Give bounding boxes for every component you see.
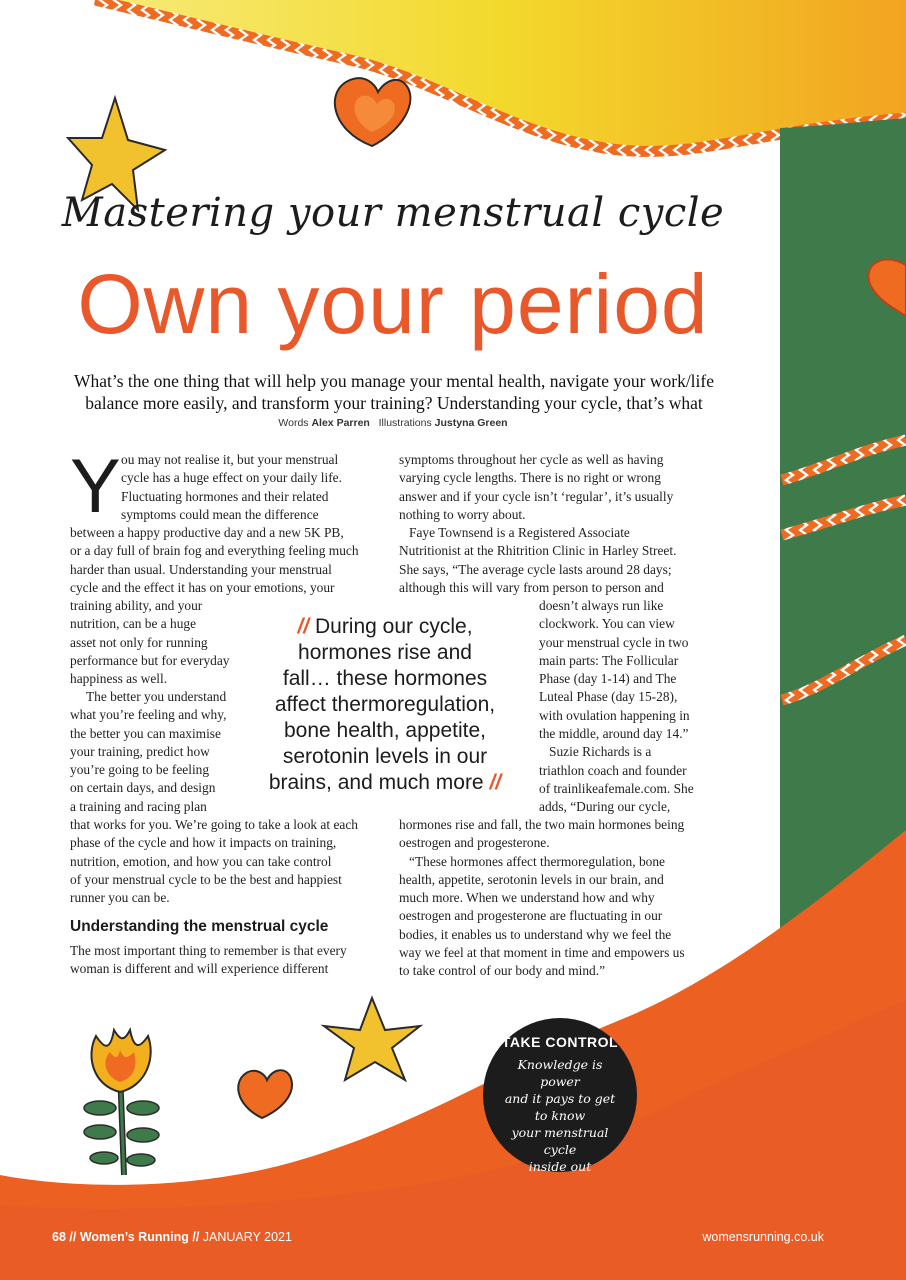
text-line: symptoms could mean the difference (121, 506, 319, 522)
footer-website: womensrunning.co.uk (702, 1230, 824, 1244)
left-para2-narrow (70, 688, 260, 816)
text-line: adds, “During our cycle, (539, 799, 671, 815)
pull-quote-line: fall… these hormones (282, 667, 488, 690)
footer-separator: // (192, 1230, 200, 1244)
text-line: main parts: The Follicular (539, 652, 679, 668)
text-line: although this will vary from person to person and (399, 580, 664, 596)
text-line: the middle, around day 14.” (539, 726, 689, 742)
left-para1-indented (121, 451, 381, 524)
pull-quote-line (250, 614, 520, 640)
text-line: woman is different and will experience different (70, 961, 329, 977)
text-line: Faye Townsend is a Registered Associate (399, 525, 630, 541)
text-line: harder than usual. Understanding your menstrual (70, 561, 332, 577)
text-line: a training and racing plan (70, 798, 207, 814)
kicker: Mastering your menstrual cycle (61, 190, 725, 236)
text-line: runner you can be. (70, 890, 170, 906)
text-line: oestrogen and progesterone are fluctuating in our (399, 908, 663, 924)
text-line: nothing to worry about. (399, 506, 526, 522)
text-line: symptoms throughout her cycle as well as having (399, 452, 664, 467)
text-line: asset not only for running (70, 634, 208, 650)
heart-icon (335, 78, 411, 146)
text-line: between a happy productive day and a new 5K PB, (70, 525, 344, 540)
badge-line: Knowledge is power (517, 1057, 603, 1089)
subheading: Understanding the menstrual cycle (70, 918, 329, 935)
text-line: doesn’t always run like (539, 598, 664, 613)
flower-icon (84, 1030, 159, 1175)
text-line: with ovulation happening in (539, 707, 690, 723)
badge-line: inside out (528, 1159, 592, 1174)
words-author: Alex Parren (311, 417, 370, 429)
issue-date: JANUARY 2021 (202, 1230, 292, 1244)
text-line: hormones rise and fall, the two main hormones being (399, 817, 685, 832)
left-para3 (70, 942, 380, 979)
pull-quote-line: serotonin levels in our (282, 745, 488, 768)
pull-quote (250, 614, 520, 796)
text-line: on certain days, and design (70, 780, 216, 796)
right-narrow (539, 597, 729, 817)
pull-quote-line: hormones rise and (298, 641, 472, 664)
badge-line: your menstrual cycle (511, 1125, 609, 1157)
text-line: oestrogen and progesterone. (399, 835, 550, 851)
text-line: clockwork. You can view (539, 616, 675, 632)
text-line: that works for you. We’re going to take a look at each (70, 817, 358, 832)
right-top (399, 451, 719, 597)
quote-close-mark: // (489, 771, 502, 794)
text-line: cycle and the effect it has on your emotions, your (70, 579, 335, 595)
text-line: training ability, and your (70, 598, 203, 613)
take-control-badge (483, 1018, 637, 1172)
badge-title: TAKE CONTROL (501, 1034, 619, 1050)
text-line: She says, “The average cycle lasts around 28 days; (399, 561, 672, 577)
text-line: what you’re feeling and why, (70, 707, 227, 723)
text-line: bodies, it enables us to understand why we feel the (399, 926, 672, 942)
left-para1-narrow (70, 597, 260, 688)
heart-icon (238, 1070, 292, 1118)
text-line: varying cycle lengths. There is no right or wrong (399, 470, 661, 486)
text-line: Phase (day 1-14) and The (539, 671, 677, 687)
star-icon (324, 998, 420, 1080)
text-line: Luteal Phase (day 15-28), (539, 689, 678, 705)
pull-quote-text: brains, and much more (268, 771, 484, 794)
pull-quote-line: bone health, appetite, (283, 719, 486, 742)
text-line: performance but for everyday (70, 652, 230, 668)
standfirst: What’s the one thing that will help you manage your mental health, navigate your work/life balance more easily, and transform your training? Understanding your cycle, that’s what (73, 371, 715, 413)
text-line: or a day full of brain fog and everything feeling much (70, 543, 359, 559)
credits (0, 417, 786, 429)
page-title: Own your period (77, 257, 709, 351)
text-line: the better you can maximise (70, 725, 221, 741)
text-line: Nutritionist at the Rhitrition Clinic in Harley Street. (399, 543, 677, 559)
illustrations-label: Illustrations (378, 417, 432, 429)
text-line: happiness as well. (70, 671, 168, 687)
text-line: your training, predict how (70, 743, 210, 759)
text-line: answer and if your cycle isn’t ‘regular’, it’s usually (399, 488, 674, 504)
right-bottom (399, 816, 719, 981)
text-line: The better you understand (86, 689, 227, 704)
magazine-name: Women’s Running (79, 1230, 189, 1244)
text-line: The most important thing to remember is that every (70, 943, 347, 958)
drop-cap: Y (70, 444, 121, 529)
text-line: nutrition, emotion, and how you can take control (70, 853, 332, 869)
text-line: to take control of our body and mind.” (399, 963, 606, 979)
left-para1-full (70, 524, 380, 597)
page-number: 68 (52, 1230, 66, 1244)
badge-line: and it pays to get to know (504, 1091, 616, 1123)
text-line: of trainlikeafemale.com. She (539, 780, 694, 796)
text-line: Suzie Richards is a (539, 744, 652, 760)
pull-quote-line: affect thermoregulation, (274, 693, 496, 716)
text-line: your menstrual cycle in two (539, 634, 689, 650)
footer-separator: // (69, 1230, 77, 1244)
text-line: nutrition, can be a huge (70, 616, 197, 632)
text-line: cycle has a huge effect on your daily life. (121, 470, 342, 486)
pull-quote-text: During our cycle, (314, 615, 473, 638)
text-line: phase of the cycle and how it impacts on training, (70, 835, 337, 851)
badge-text (497, 1056, 623, 1175)
words-label: Words (278, 417, 309, 429)
text-line: of your menstrual cycle to be the best and happiest (70, 871, 342, 887)
quote-open-mark: // (297, 615, 310, 638)
pull-quote-line (250, 770, 520, 796)
left-para2-full (70, 816, 380, 907)
text-line: “These hormones affect thermoregulation, bone (399, 853, 665, 869)
text-line: much more. When we understand how and why (399, 890, 655, 906)
text-line: you’re going to be feeling (70, 762, 210, 778)
illustrations-author: Justyna Green (434, 417, 508, 429)
text-line: triathlon coach and founder (539, 762, 687, 778)
text-line: health, appetite, serotonin levels in our brain, and (399, 871, 664, 887)
text-line: ou may not realise it, but your menstrual (121, 452, 339, 467)
footer-folio (52, 1230, 292, 1244)
text-line: way we feel at that moment in time and empowers us (399, 945, 685, 961)
text-line: Fluctuating hormones and their related (121, 488, 329, 504)
